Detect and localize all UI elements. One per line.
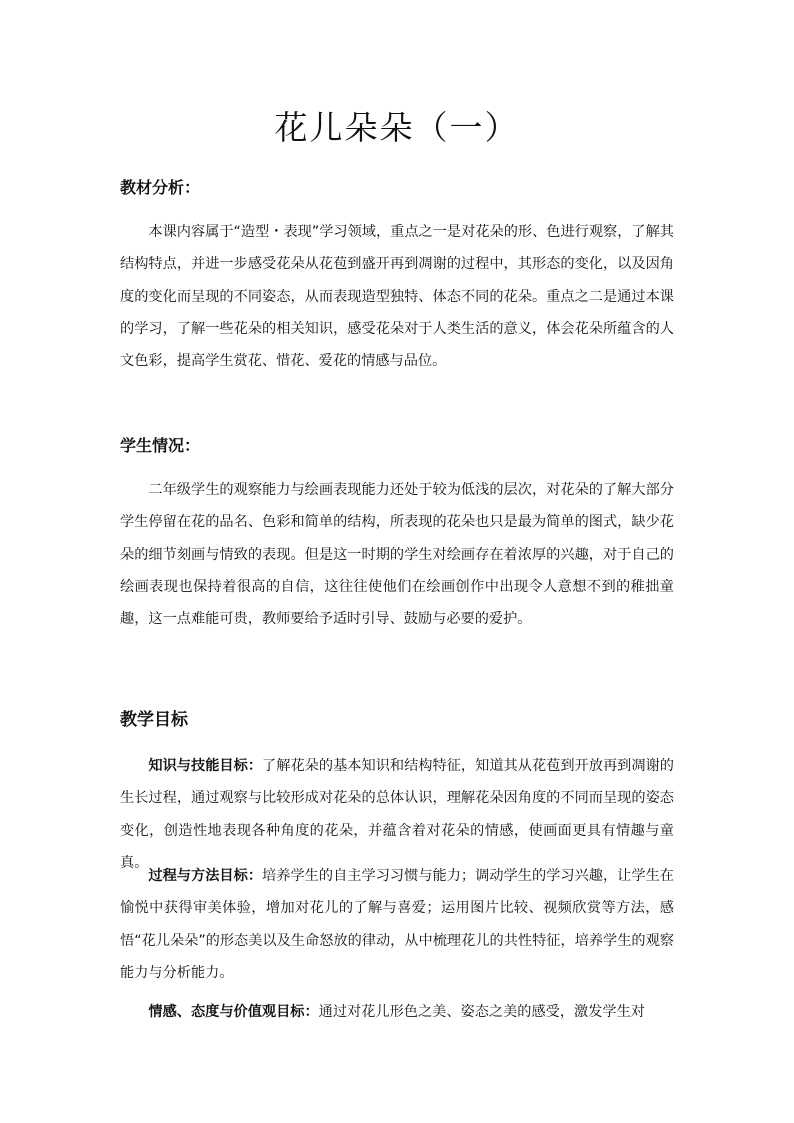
goal-text-knowledge: 了解花朵的基本知识和结构特征，知道其从花苞到开放再到凋谢的生长过程，通过观察与比较形成对花朵的总体认识，理解花朵因角度的不同而呈现的姿态变化，创造性地表现各种角度的花朵，并蕴含着对花朵的情感，使画面更具有情趣与童真。 xyxy=(120,758,674,871)
paragraph-process-method-goal xyxy=(120,860,674,989)
goal-label-process: 过程与方法目标： xyxy=(148,868,263,884)
paragraph-student-situation: 二年级学生的观察能力与绘画表现能力还处于较为低浅的层次，对花朵的了解大部分学生停留在花的品名、色彩和简单的结构，所表现的花朵也只是最为简单的图式，缺少花朵的细节刻画与情致的表现。但是这一时期的学生对绘画存在着浓厚的兴趣，对于自己的绘画表现也保持着很高的自信，这往往使他们在绘画创作中出现令人意想不到的稚拙童趣，这一点难能可贵，教师要给予适时引导、鼓励与必要的爱护。 xyxy=(120,482,674,628)
goal-label-emotion: 情感、态度与价值观目标： xyxy=(148,1004,319,1020)
goal-label-knowledge: 知识与技能目标： xyxy=(148,758,263,774)
section-heading-textbook-analysis: 教材分析： xyxy=(120,178,201,197)
goal-text-emotion: 通过对花儿形色之美、姿态之美的感受，激发学生对 xyxy=(318,1004,645,1020)
section-heading-student-situation: 学生情况： xyxy=(120,436,201,455)
section-heading-teaching-goals: 教学目标 xyxy=(120,710,188,730)
page-title: 花儿朵朵（一） xyxy=(274,108,520,147)
paragraph-textbook-analysis: 本课内容属于“造型・表现”学习领域，重点之一是对花朵的形、色进行观察，了解其结构特点，并进一步感受花朵从花苞到盛开再到凋谢的过程中，其形态的变化，以及因角度的变化而呈现的不同姿态，从而表现造型独特、体态不同的花朵。重点之二是通过本课的学习，了解一些花朵的相关知识，感受花朵对于人类生活的意义，体会花朵所蕴含的人文色彩，提高学生赏花、惜花、爱花的情感与品位。 xyxy=(120,224,674,370)
goal-text-process: 培养学生的自主学习习惯与能力；调动学生的学习兴趣，让学生在愉悦中获得审美体验，增加对花儿的了解与喜爱；运用图片比较、视频欣赏等方法，感悟“花儿朵朵”的形态美以及生命怒放的律动，从中梳理花儿的共性特征，培养学生的观察能力与分析能力。 xyxy=(120,868,674,981)
paragraph-emotion-value-goal xyxy=(120,996,674,1028)
